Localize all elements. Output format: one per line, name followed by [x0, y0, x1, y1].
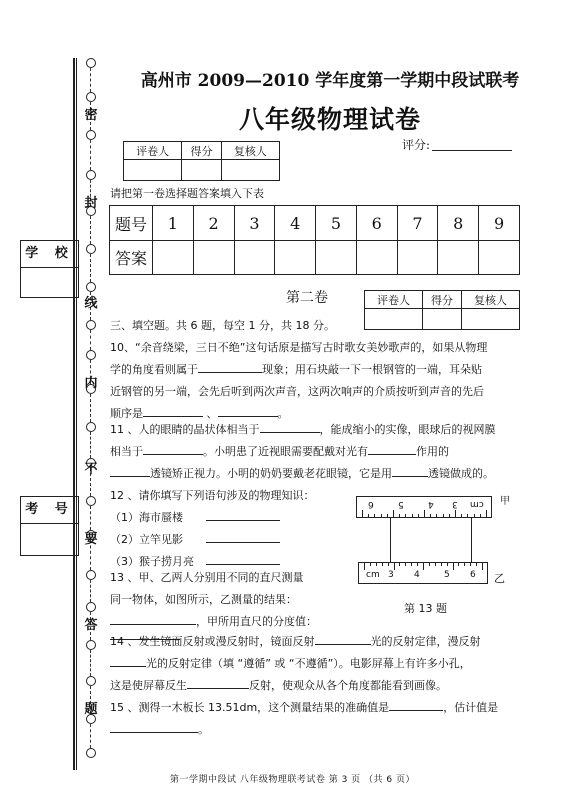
question-14 [110, 634, 530, 700]
question-10 [110, 340, 525, 428]
section-three-heading: 三、填空题。共 6 题，每空 1 分，共 18 分。 [110, 319, 335, 332]
answer-blank[interactable] [110, 722, 198, 733]
score-field[interactable] [432, 150, 512, 151]
binding-dash [90, 724, 92, 748]
q15-text: ，估计值是 [443, 701, 499, 714]
ruler-number: 3 [452, 499, 458, 509]
ruler-tick [486, 510, 487, 518]
ruler-number: 3 [388, 570, 394, 580]
q11-text: 。小明患了近视眼需要配戴对光有 [203, 445, 368, 458]
binding-line-outer [73, 58, 75, 770]
answer-cell[interactable] [479, 241, 520, 275]
binding-dash [90, 506, 92, 530]
question-number: 5 [316, 206, 357, 241]
answer-table [109, 205, 520, 275]
question-13 [110, 570, 350, 636]
answer-blank[interactable] [143, 444, 203, 455]
ruler-tick [411, 562, 412, 566]
answer-cell[interactable] [193, 241, 234, 275]
answer-blank[interactable] [392, 466, 428, 477]
ruler-tick [393, 510, 394, 518]
grader-cell[interactable] [124, 160, 182, 181]
answer-blank[interactable] [260, 422, 320, 433]
question-number: 9 [479, 206, 520, 241]
q11-text: 透镜矫正视力。小明的奶奶要戴老花眼镜，它是用 [150, 467, 392, 480]
grader-header: 评卷人 [365, 291, 423, 309]
binding-hole [86, 92, 96, 102]
score-header: 得分 [422, 291, 461, 309]
binding-hole [86, 170, 96, 180]
answer-cell[interactable] [275, 241, 316, 275]
ruler-tick [436, 514, 437, 518]
q11-text: 相当于 [110, 445, 143, 458]
answer-blank[interactable] [110, 614, 196, 625]
question-number: 6 [356, 206, 397, 241]
binding-hole [86, 130, 96, 140]
answer-cell[interactable] [234, 241, 275, 275]
q12-item: （1）海市蜃楼 [110, 511, 183, 524]
seal-char: 题 [84, 702, 98, 717]
ruler-number: 6 [368, 499, 374, 509]
q14-text: 反射，使观众从各个角度都能看到画像。 [249, 679, 447, 692]
q11-text: 作用的 [416, 445, 449, 458]
ruler-tick [412, 514, 413, 518]
binding-hole [86, 570, 96, 580]
page-footer: 第一学期中段试 八年级物理联考试卷 第 3 页 （共 6 页） [170, 775, 415, 785]
ruler-tick [418, 514, 419, 518]
ruler-tick [429, 562, 430, 566]
question-number-label: 题号 [110, 206, 153, 241]
ruler-tick [458, 562, 459, 566]
ruler-tick [362, 510, 363, 518]
ruler-figure [352, 490, 522, 620]
ruler-tick [482, 562, 483, 570]
answer-blank[interactable] [206, 510, 280, 521]
answer-blank[interactable] [110, 656, 146, 667]
seal-char: 答 [84, 618, 98, 633]
q12-item: （3）猴子捞月亮 [110, 555, 194, 568]
q11-text: 11 、人的眼睛的晶状体相当于 [110, 423, 260, 436]
q14-text: 这是使屏幕反生 [110, 679, 187, 692]
ruler-tick [461, 514, 462, 518]
ruler-tick [470, 562, 471, 566]
question-12 [110, 488, 350, 576]
seal-char: 线 [84, 296, 98, 311]
answer-label: 答案 [110, 241, 153, 275]
ruler-tick [435, 562, 436, 566]
score-cell[interactable] [422, 309, 461, 330]
q14-text: 光的反射定律，漫反射 [370, 635, 481, 648]
ruler-tick [424, 510, 425, 518]
ruler-number: 6 [470, 570, 476, 580]
ruler-tick [376, 562, 377, 566]
ruler-tick [453, 562, 454, 570]
answer-cell[interactable] [397, 241, 438, 275]
answer-blank[interactable] [206, 554, 280, 565]
q13-line2: 同一物体，如图所示，乙测量的结果： [110, 593, 297, 606]
q11-text: ，能成缩小的实像，眼球后的视网膜 [319, 423, 496, 436]
question-number: 3 [234, 206, 275, 241]
school-box [20, 240, 79, 298]
question-number: 4 [275, 206, 316, 241]
binding-hole [86, 676, 96, 686]
answer-blank[interactable] [368, 444, 416, 455]
answer-cell[interactable] [316, 241, 357, 275]
question-number: 1 [153, 206, 194, 241]
answer-blank[interactable] [187, 678, 249, 689]
exam-title: 高州市 2009—2010 学年度第一学期中段试联考 [140, 71, 520, 91]
answer-cell[interactable] [356, 241, 397, 275]
ruler-tick [370, 562, 371, 566]
ruler-tick [364, 562, 365, 570]
q10-line1: 10、“余音绕梁，三日不绝”这句话原是描写古时歌女美妙歌声的，如果从物理 [110, 341, 488, 354]
q12-line1: 12 、请你填写下列语句涉及的物理知识： [110, 489, 315, 502]
label-jia: 甲 [500, 496, 510, 507]
ruler-tick [405, 514, 406, 518]
ruler-tick [374, 514, 375, 518]
score-cell[interactable] [182, 160, 221, 181]
ruler-number: 5 [444, 570, 450, 580]
q12-item: （2）立竿见影 [110, 533, 183, 546]
label-yi: 乙 [494, 572, 505, 585]
ruler-tick [399, 514, 400, 518]
ruler-tick [394, 562, 395, 570]
q15-text: 。 [198, 723, 209, 736]
score-header: 得分 [182, 142, 221, 160]
ruler-tick [476, 562, 477, 566]
object-block [390, 518, 472, 562]
grader-cell[interactable] [365, 309, 423, 330]
reviewer-cell[interactable] [221, 160, 279, 181]
answer-blank[interactable] [218, 406, 278, 417]
answer-cell[interactable] [438, 241, 479, 275]
ruler-tick [381, 514, 382, 518]
part-two-heading: 第二卷 [286, 290, 328, 306]
question-number: 2 [193, 206, 234, 241]
question-11 [110, 422, 530, 488]
seal-char: 要 [84, 532, 98, 547]
binding-hole [86, 58, 96, 68]
ruler-tick [399, 562, 400, 566]
binding-hole [86, 320, 96, 330]
binding-dash [90, 216, 92, 244]
answer-instruction: 请把第一卷选择题答案填入下表 [110, 187, 264, 200]
q14-text: 14 、发生镜面反射或漫反射时，镜面反射 [110, 635, 315, 648]
ruler-tick [382, 562, 383, 566]
ruler-tick [441, 562, 442, 566]
binding-dash [90, 650, 92, 676]
grader-header: 评卷人 [124, 142, 182, 160]
part-two-grader-table [364, 290, 520, 330]
seal-char: 封 [84, 196, 98, 211]
answer-cell[interactable] [153, 241, 194, 275]
ruler-tick [474, 514, 475, 518]
binding-hole [86, 350, 96, 360]
q15-text: 15 、测得一木板长 13.51dm，这个测量结果的准确值是 [110, 701, 390, 714]
binding-hole [86, 602, 96, 612]
q13-line1: 13 、甲、乙两人分别用不同的直尺测量 [110, 571, 304, 584]
answer-blank[interactable] [198, 362, 262, 373]
ruler-tick [368, 514, 369, 518]
ruler-number: 5 [398, 499, 404, 509]
ruler-number: cm [366, 570, 380, 580]
school-label: 学 校 [21, 241, 78, 268]
q14-text: 光的反射定律（填 “遵循” 或 “不遵循”）。电影屏幕上有许多小孔， [146, 657, 471, 670]
q10-text: 学的角度看则属于 [110, 363, 198, 376]
binding-hole [86, 244, 96, 254]
binding-dash [90, 330, 92, 350]
ruler-tick [447, 562, 448, 566]
ruler-number: cm [470, 499, 484, 509]
binding-dash [90, 580, 92, 602]
q10-text: 、 [206, 407, 218, 420]
seal-char: 密 [84, 108, 98, 123]
binding-hole [86, 640, 96, 650]
ruler-tick [388, 562, 389, 566]
answer-blank[interactable] [110, 466, 150, 477]
ruler-tick [455, 510, 456, 518]
binding-hole [86, 282, 96, 292]
ruler-number: 4 [428, 499, 434, 509]
binding-line-inner [76, 58, 77, 770]
score-label: 评分: [402, 138, 431, 152]
exam-number-label: 考 号 [21, 497, 78, 524]
q10-line3: 近钢管的另一端，会先后听到两次声音，这两次响声的介质按听到声音的先后 [110, 385, 484, 398]
binding-dash [90, 140, 92, 170]
q10-text: 。 [277, 407, 289, 420]
ruler-tick [443, 514, 444, 518]
q11-text: 透镜做成的。 [428, 467, 494, 480]
binding-dash [90, 68, 92, 92]
paper-title: 八年级物理试卷 [238, 105, 421, 134]
ruler-tick [467, 514, 468, 518]
seal-char: 内 [84, 376, 98, 391]
q10-text: 现象；用石块敲一下一根钢管的一端，耳朵贴 [262, 363, 482, 376]
answer-blank[interactable] [389, 700, 443, 711]
binding-hole [86, 422, 96, 432]
ruler-tick [449, 514, 450, 518]
reviewer-cell[interactable] [462, 309, 520, 330]
q13-text: ，甲所用直尺的分度值： [196, 615, 317, 628]
ruler-tick [464, 562, 465, 566]
grader-table [123, 141, 280, 181]
ruler-tick [423, 562, 424, 570]
q10-text: 顺序是 [110, 407, 143, 420]
figure-caption: 第 13 题 [404, 602, 447, 615]
ruler-tick [417, 562, 418, 566]
reviewer-header: 复核人 [221, 142, 279, 160]
seal-char: 不 [84, 462, 98, 477]
answer-blank[interactable] [315, 634, 371, 645]
answer-blank[interactable] [143, 406, 203, 417]
reviewer-header: 复核人 [462, 291, 520, 309]
question-number: 7 [397, 206, 438, 241]
ruler-tick [480, 514, 481, 518]
question-number: 8 [438, 206, 479, 241]
ruler-tick [430, 514, 431, 518]
binding-dash [90, 432, 92, 458]
question-15 [110, 700, 530, 744]
binding-hole [86, 748, 96, 758]
exam-number-box [20, 496, 79, 556]
binding-dash [90, 394, 92, 422]
ruler-tick [387, 514, 388, 518]
binding-hole [86, 496, 96, 506]
ruler-number: 4 [414, 570, 420, 580]
answer-blank[interactable] [206, 532, 280, 543]
binding-dash [90, 254, 92, 282]
ruler-tick [405, 562, 406, 566]
